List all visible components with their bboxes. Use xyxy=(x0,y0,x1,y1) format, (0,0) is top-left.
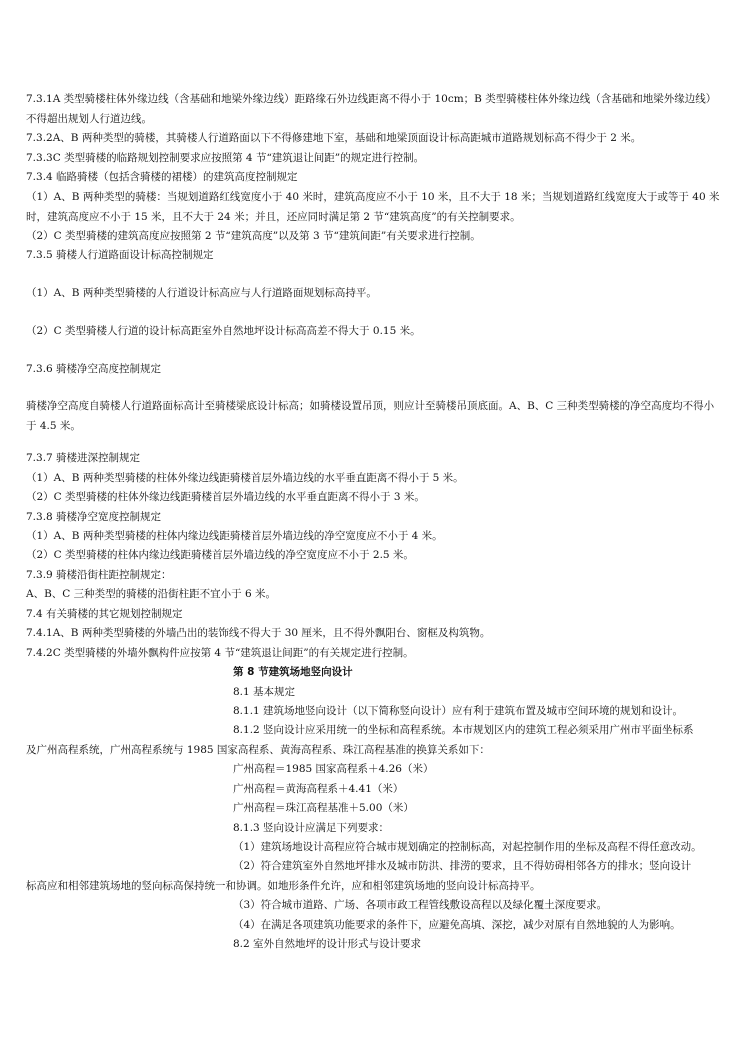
clause-7-3-8-item-1: （1）A、B 两种类型骑楼的柱体内缘边线距骑楼首层外墙边线的净空宽度应不小于 4 米。 xyxy=(26,530,443,542)
formula-1985: 广州高程＝1985 国家高程系＋4.26（米） xyxy=(233,763,434,775)
clause-7-3-6-heading: 7.3.6 骑楼净空高度控制规定 xyxy=(26,363,162,375)
clause-7-3-1: 7.3.1A 类型骑楼柱体外缘边线（含基础和地梁外缘边线）距路缘石外边线距离不得小于 10cm；B 类型骑楼柱体外缘边线（含基础和地梁外缘边线）不得超出规划人行道边线。 xyxy=(26,93,717,125)
clause-7-3-4-heading: 7.3.4 临路骑楼（包括含骑楼的裙楼）的建筑高度控制规定 xyxy=(26,171,298,183)
clause-7-3-5-heading: 7.3.5 骑楼人行道路面设计标高控制规定 xyxy=(26,249,214,261)
clause-7-3-3: 7.3.3C 类型骑楼的临路规划控制要求应按照第 4 节“建筑退让间距”的规定进行控制。 xyxy=(26,152,425,164)
clause-7-3-9-body: A、B、C 三种类型的骑楼的沿街柱距不宜小于 6 米。 xyxy=(26,588,277,600)
clause-8-1-3-item-2-line-2: 标高应和相邻建筑场地的竖向标高保持统一和协调。如地形条件允许，应和相邻建筑场地的竖向设计标高持平。 xyxy=(26,880,541,892)
clause-8-1-2-line-1: 8.1.2 竖向设计应采用统一的坐标和高程系统。本市规划区内的建筑工程必须采用广州市平面坐标系 xyxy=(233,724,694,736)
clause-7-3-4-item-2: （2）C 类型骑楼的建筑高度应按照第 2 节“建筑高度”以及第 3 节“建筑间距”有关要求进行控制。 xyxy=(26,230,481,242)
formula-zhujiang: 广州高程＝珠江高程基准＋5.00（米） xyxy=(233,802,414,814)
clause-7-4-heading: 7.4 有关骑楼的其它规划控制规定 xyxy=(26,608,183,620)
clause-7-3-9-heading: 7.3.9 骑楼沿街柱距控制规定： xyxy=(26,569,172,581)
clause-7-3-7-heading: 7.3.7 骑楼进深控制规定 xyxy=(26,452,141,464)
clause-7-3-7-item-1: （1）A、B 两种类型骑楼的柱体外缘边线距骑楼首层外墙边线的水平垂直距离不得小于 5 米。 xyxy=(26,472,464,484)
clause-8-1-3-item-3: （3）符合城市道路、广场、各项市政工程管线敷设高程以及绿化覆土深度要求。 xyxy=(233,899,608,911)
section-8-title: 第 8 节建筑场地竖向设计 xyxy=(233,666,353,678)
clause-8-1-1: 8.1.1 建筑场地竖向设计（以下简称竖向设计）应有利于建筑布置及城市空间环境的规划和设计。 xyxy=(233,705,684,717)
clause-7-3-5-item-2: （2）C 类型骑楼人行道的设计标高距室外自然地坪设计标高高差不得大于 0.15 米。 xyxy=(26,325,421,337)
clause-7-3-8-heading: 7.3.8 骑楼净空宽度控制规定 xyxy=(26,511,162,523)
clause-7-3-6-body: 骑楼净空高度自骑楼人行道路面标高计至骑楼梁底设计标高；如骑楼设置吊顶，则应计至骑楼吊顶底面。A、B、C 三种类型骑楼的净空高度均不得小于 4.5 米。 xyxy=(26,400,715,432)
clause-7-3-7-item-2: （2）C 类型骑楼的柱体外缘边线距骑楼首层外墙边线的水平垂直距离不得小于 3 米。 xyxy=(26,491,425,503)
clause-7-3-2: 7.3.2A、B 两种类型的骑楼，其骑楼人行道路面以下不得修建地下室，基础和地梁顶面设计标高距城市道路规划标高不得少于 2 米。 xyxy=(26,132,642,144)
clause-8-1-3-heading: 8.1.3 竖向设计应满足下列要求： xyxy=(233,822,390,834)
clause-8-1-heading: 8.1 基本规定 xyxy=(233,686,296,698)
clause-8-2-heading: 8.2 室外自然地坪的设计形式与设计要求 xyxy=(233,938,422,950)
clause-7-4-2: 7.4.2C 类型骑楼的外墙外飘构件应按第 4 节“建筑退让间距”的有关规定进行控制。 xyxy=(26,647,414,659)
clause-7-3-4-item-1: （1）A、B 两种类型的骑楼：当规划道路红线宽度小于 40 米时，建筑高度应不小于 10 米，且不大于 18 米；当规划道路红线宽度大于或等于 40 米时，建筑高度应不小于 15 米，且不大于 24 米；并且，还应同时满足第 2 节“建筑高度”的有关控制要求。 xyxy=(26,191,720,223)
clause-8-1-3-item-2-line-1: （2）符合建筑室外自然地坪排水及城市防洪、排涝的要求，且不得妨碍相邻各方的排水；竖向设计 xyxy=(233,860,692,872)
clause-7-4-1: 7.4.1A、B 两种类型骑楼的外墙凸出的装饰线不得大于 30 厘米，且不得外飘阳台、窗框及构筑物。 xyxy=(26,627,491,639)
clause-8-1-3-item-1: （1）建筑场地设计高程应符合城市规划确定的控制标高，对起控制作用的坐标及高程不得任意改动。 xyxy=(233,841,702,853)
clause-7-3-8-item-2: （2）C 类型骑楼的柱体内缘边线距骑楼首层外墙边线的净空宽度应不小于 2.5 米。 xyxy=(26,549,414,561)
clause-8-1-3-item-4: （4）在满足各项建筑功能要求的条件下，应避免高填、深挖，减少对原有自然地貌的人为影响。 xyxy=(233,919,681,931)
formula-huanghai: 广州高程＝黄海高程系＋4.41（米） xyxy=(233,783,404,795)
clause-7-3-5-item-1: （1）A、B 两种类型骑楼的人行道设计标高应与人行道路面规划标高持平。 xyxy=(26,287,377,299)
clause-8-1-2-line-2: 及广州高程系统，广州高程系统与 1985 国家高程系、黄海高程系、珠江高程基准的换算关系如下： xyxy=(26,744,490,756)
